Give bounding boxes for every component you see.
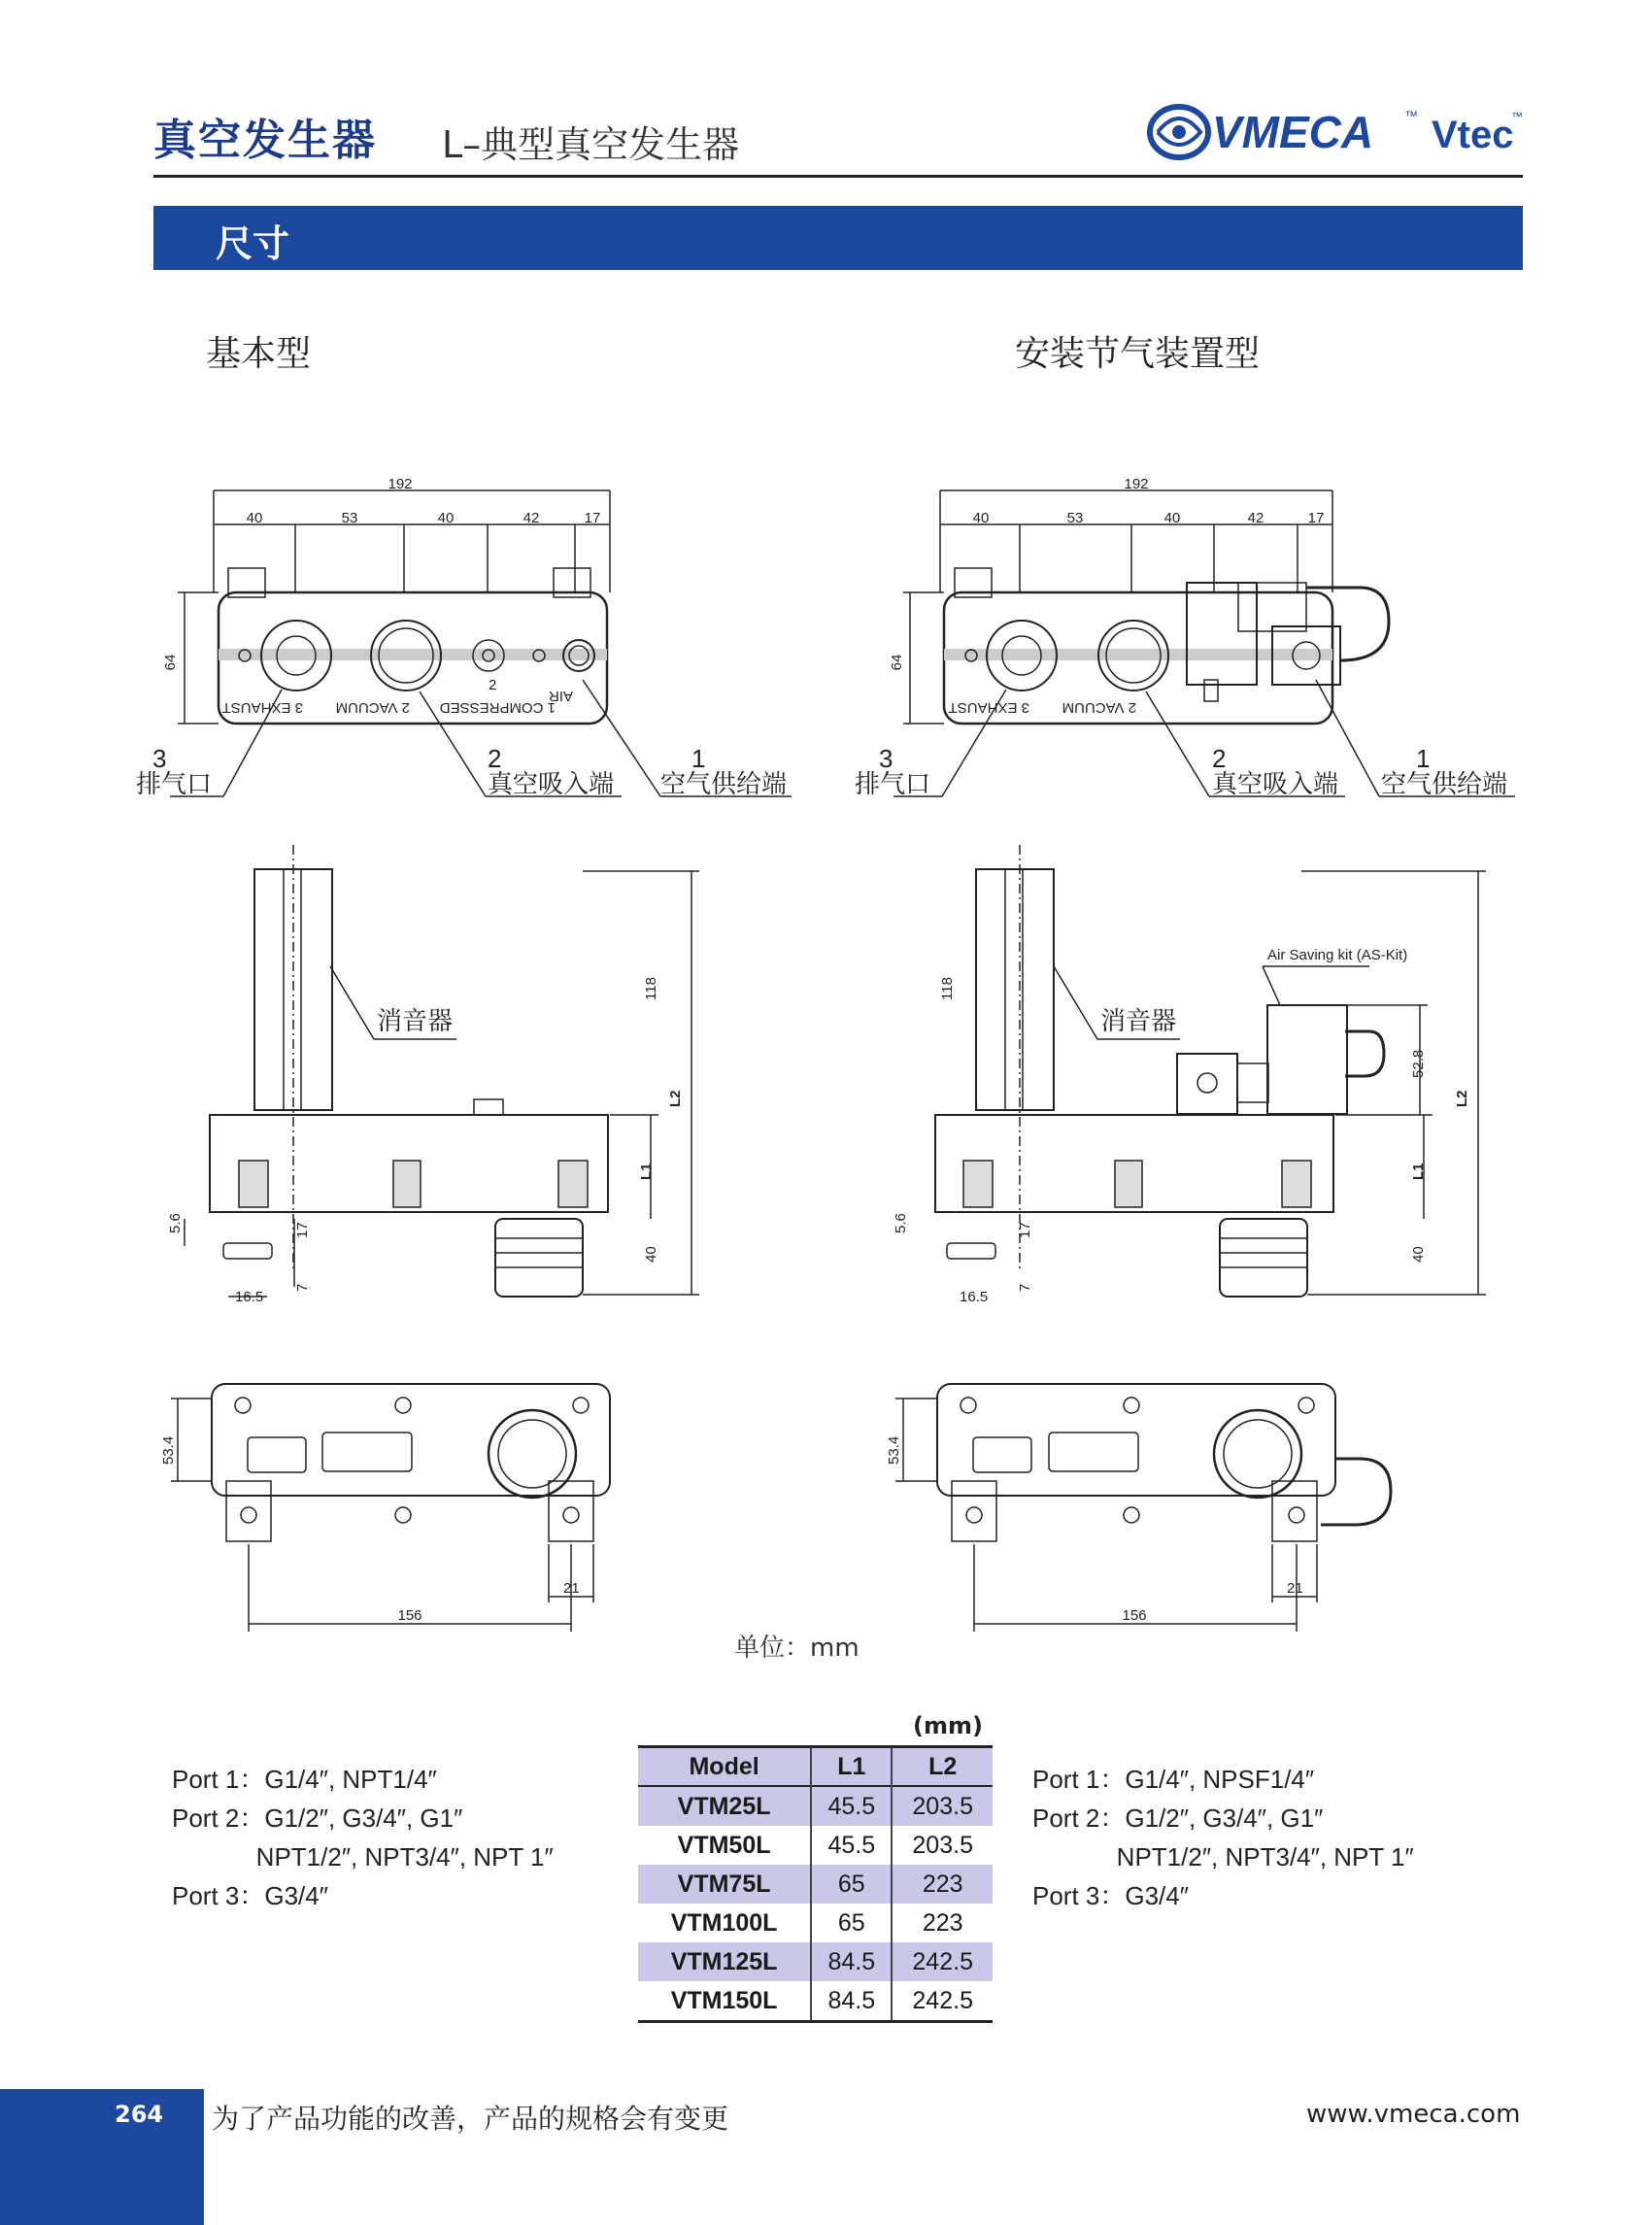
port-line: Port 1：G1/4″, NPT1/4″	[172, 1765, 437, 1794]
saving-bottom-view	[895, 1384, 1391, 1632]
svg-text:17: 17	[584, 510, 601, 526]
svg-text:3: 3	[879, 744, 893, 773]
svg-text:21: 21	[563, 1580, 580, 1597]
port-line: Port 2：G1/2″, G3/4″, G1″	[1032, 1804, 1324, 1833]
svg-text:消音器: 消音器	[377, 1006, 454, 1035]
svg-text:5.6: 5.6	[167, 1213, 184, 1233]
svg-text:2 VACUUM: 2 VACUUM	[1062, 699, 1136, 716]
svg-text:消音器: 消音器	[1100, 1006, 1177, 1035]
svg-text:真空吸入端: 真空吸入端	[488, 769, 615, 798]
svg-text:2: 2	[1212, 744, 1227, 773]
svg-text:53.4: 53.4	[886, 1435, 902, 1465]
svg-text:L1: L1	[638, 1163, 655, 1180]
port-line: Port 3：G3/4″	[172, 1881, 328, 1910]
svg-text:64: 64	[889, 654, 905, 671]
svg-text:VMECA: VMECA	[1212, 107, 1374, 157]
port-line: Port 3：G3/4″	[1032, 1881, 1189, 1910]
table-row: VTM150L 84.5 242.5	[638, 1981, 993, 2022]
svg-text:17: 17	[1017, 1222, 1033, 1238]
svg-text:™: ™	[1511, 110, 1523, 123]
table-row: VTM25L 45.5 203.5	[638, 1786, 993, 1826]
table-header-row	[638, 1747, 993, 1787]
port-line: Port 1：G1/4″, NPSF1/4″	[1032, 1765, 1315, 1794]
svg-text:空气供给端: 空气供给端	[1381, 769, 1508, 798]
svg-text:1: 1	[691, 744, 706, 773]
svg-text:53: 53	[1066, 510, 1084, 526]
svg-text:118: 118	[643, 977, 659, 1000]
svg-text:17: 17	[294, 1222, 311, 1238]
table-row: VTM100L 65 223	[638, 1904, 993, 1942]
svg-text:40: 40	[972, 510, 990, 526]
svg-text:3: 3	[152, 744, 167, 773]
svg-text:16.5: 16.5	[235, 1289, 264, 1305]
svg-text:156: 156	[1122, 1607, 1147, 1624]
svg-text:192: 192	[388, 476, 413, 492]
col-l2: L2	[892, 1747, 993, 1787]
svg-text:192: 192	[1124, 476, 1149, 492]
svg-text:53.4: 53.4	[160, 1435, 177, 1465]
col-l1: L1	[811, 1747, 892, 1787]
svg-text:42: 42	[523, 510, 540, 526]
svg-text:AIR: AIR	[548, 688, 573, 704]
svg-text:17: 17	[1307, 510, 1325, 526]
svg-text:真空吸入端: 真空吸入端	[1212, 769, 1339, 798]
svg-text:40: 40	[1163, 510, 1181, 526]
svg-text:3 EXHAUST: 3 EXHAUST	[221, 699, 303, 716]
table-row: VTM125L 84.5 242.5	[638, 1942, 993, 1981]
svg-text:L1: L1	[1410, 1163, 1427, 1180]
table-row: VTM50L 45.5 203.5	[638, 1826, 993, 1865]
svg-text:2 VACUUM: 2 VACUUM	[335, 699, 410, 716]
svg-text:7: 7	[1017, 1283, 1033, 1292]
footer-url[interactable]: www.vmeca.com	[1306, 2100, 1521, 2129]
saving-type-title: 安装节气装置型	[1015, 334, 1261, 374]
section-title: 尺寸	[216, 222, 290, 265]
saving-side-dims	[893, 947, 1470, 1305]
svg-text:排气口: 排气口	[855, 769, 931, 798]
svg-text:40: 40	[1410, 1246, 1427, 1263]
svg-text:52.8: 52.8	[1410, 1049, 1427, 1078]
footer-tab	[0, 2089, 204, 2225]
footer-note: 为了产品功能的改善，产品的规格会有变更	[212, 2103, 729, 2135]
svg-text:40: 40	[246, 510, 263, 526]
port-line: NPT1/2″, NPT3/4″, NPT 1″	[172, 1842, 554, 1871]
table-unit: (mm)	[913, 1712, 983, 1739]
page-number: 264	[115, 2101, 164, 2128]
svg-text:118: 118	[939, 977, 956, 1000]
svg-text:3 EXHAUST: 3 EXHAUST	[948, 699, 1029, 716]
svg-text:64: 64	[162, 654, 179, 671]
svg-text:™: ™	[1404, 108, 1418, 123]
basic-type-title: 基本型	[206, 334, 312, 374]
svg-text:Vtec: Vtec	[1432, 114, 1514, 156]
svg-text:156: 156	[397, 1607, 422, 1624]
page-subtitle: L–典型真空发生器	[442, 123, 740, 166]
svg-text:L2: L2	[667, 1090, 684, 1107]
page-title: 真空发生器	[153, 116, 377, 165]
port-line: NPT1/2″, NPT3/4″, NPT 1″	[1032, 1842, 1414, 1871]
unit-note: 单位：mm	[734, 1634, 860, 1663]
svg-text:2: 2	[488, 744, 502, 773]
svg-text:7: 7	[294, 1283, 311, 1292]
basic-side-dims	[167, 977, 684, 1305]
svg-text:53: 53	[341, 510, 358, 526]
svg-text:40: 40	[643, 1246, 659, 1263]
model-spec-table	[638, 1745, 993, 2023]
table-row: VTM75L 65 223	[638, 1865, 993, 1904]
col-model: Model	[638, 1747, 811, 1787]
svg-text:2: 2	[489, 677, 497, 693]
svg-text:16.5: 16.5	[960, 1289, 989, 1305]
basic-side-view	[185, 845, 699, 1297]
svg-text:排气口: 排气口	[136, 769, 213, 798]
basic-bottom-dims	[160, 1436, 580, 1624]
svg-text:21: 21	[1287, 1580, 1303, 1597]
svg-text:1 COMPRESSED: 1 COMPRESSED	[439, 699, 556, 716]
svg-text:5.6: 5.6	[893, 1213, 909, 1233]
svg-text:空气供给端: 空气供给端	[660, 769, 788, 798]
svg-text:40: 40	[437, 510, 455, 526]
port-line: Port 2：G1/2″, G3/4″, G1″	[172, 1804, 463, 1833]
saving-bottom-dims	[886, 1436, 1303, 1624]
ports-left	[172, 1760, 554, 1915]
svg-text:42: 42	[1247, 510, 1264, 526]
svg-text:1: 1	[1416, 744, 1431, 773]
ports-right	[1032, 1760, 1414, 1915]
svg-text:Air Saving kit (AS-Kit): Air Saving kit (AS-Kit)	[1267, 947, 1408, 963]
svg-text:L2: L2	[1454, 1090, 1470, 1107]
basic-bottom-view	[171, 1384, 610, 1632]
